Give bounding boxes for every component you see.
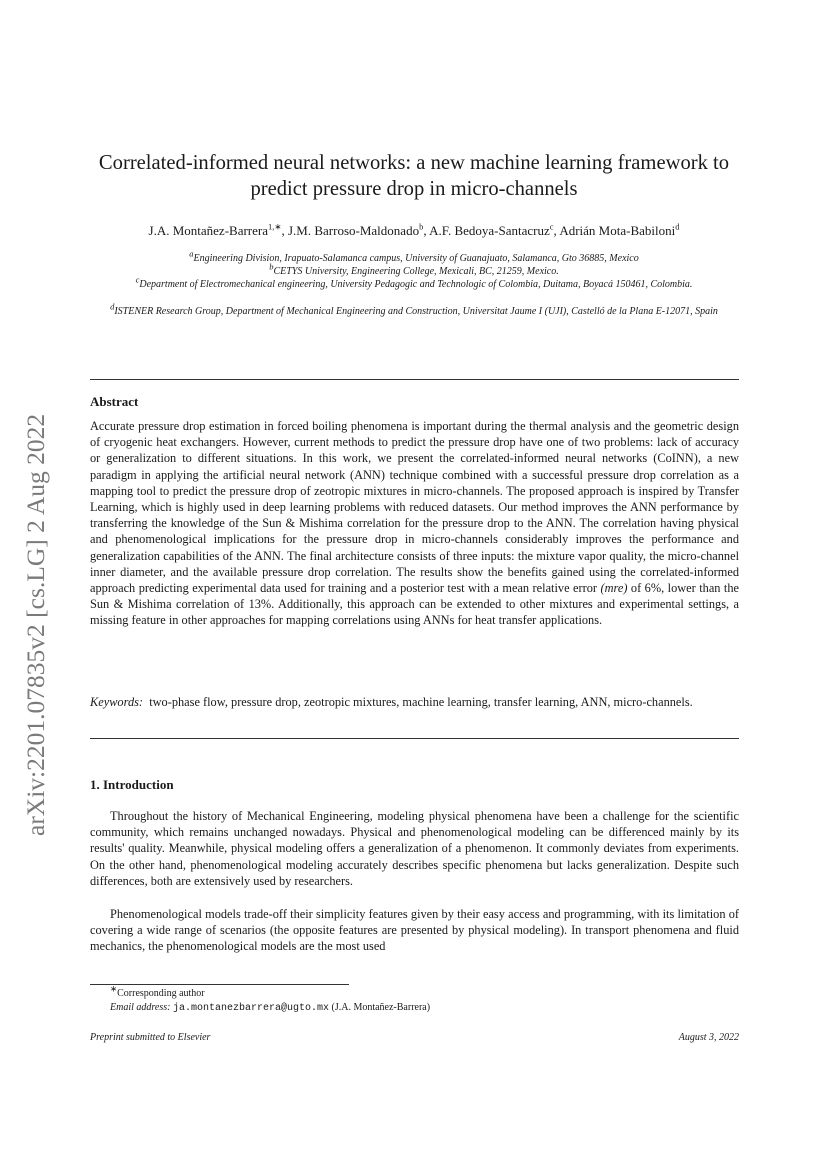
author-name: Adrián Mota-Babiloni xyxy=(559,223,676,238)
footer-date: August 3, 2022 xyxy=(678,1032,739,1043)
mre-symbol: (mre) xyxy=(600,581,628,596)
abstract-bottom-rule xyxy=(90,738,739,739)
affiliation-d: $^d$ISTENER Research Group, Department of Mechanical Engineering and Construction, Universitat Jaume I (UJI), Castelló de la Plana E-12071, Spain xyxy=(110,301,718,317)
author-name: J.M. Barroso-Maldonado xyxy=(288,223,420,238)
author-list: J.A. Montañez-Barrera$^{1,∗}$, J.M. Barroso-Maldonado$^b$, A.F. Bedoya-Santacruz$^c$, Adrián Mota-Babiloni$^d$ xyxy=(148,221,680,238)
author-sup: b xyxy=(419,221,424,232)
author-name: J.A. Montañez-Barrera xyxy=(148,223,268,238)
keywords-label: Keywords: xyxy=(90,695,144,709)
author-sup: c xyxy=(549,221,554,232)
abstract-heading: Abstract xyxy=(90,394,139,409)
email-link[interactable]: ja.montanezbarrera@ugto.mx xyxy=(172,1003,329,1014)
introduction-heading: 1. Introduction xyxy=(90,777,174,792)
keywords xyxy=(90,694,739,710)
title-line-1: Correlated-informed neural networks: a new machine learning framework to xyxy=(98,152,730,174)
abstract-text: Accurate pressure drop estimation in forced boiling phenomena is important during the thermal analysis and the geometric design of cryogenic heat exchangers. However, current methods to predict the pressure drop have one of two problems: lack of accuracy or generalization to different situations. In this work, we present the correlated-informed neural networks (CoINN), a new paradigm in applying the artificial neural network (ANN) technique combined with a successful pressure drop correlation as a mapping tool to predict the pressure drop of zeotropic mixtures in micro-channels. The proposed approach is inspired by Transfer Learning, which is highly used in deep learning problems with reduced datasets. Our method improves the ANN performance by transferring the knowledge of the Sun & Mishima correlation for the pressure drop to the ANN. The correlation having physical and phenomenological implications for the pressure drop in micro-channels considerably improves the performance and generalization capabilities of the ANN. The final architecture consists of three inputs: the mixture vapor quality, the micro-channel inner diameter, and the available pressure drop correlation. The results show the benefits gained using the correlated-informed approach predicting experimental data used for training and a posterior test with a mean relative error (mre) of 6%, lower than the Sun & Mishima correlation of 13%. Additionally, this approach can be extended to other mixtures and experimental settings, a missing feature in other approaches for mapping correlations using ANNs for heat transfer applications. xyxy=(90,419,740,628)
keywords-text: two-phase flow, pressure drop, zeotropic mixtures, machine learning, transfer learning, ANN, micro-channels. xyxy=(149,695,693,709)
footnote-rule xyxy=(90,984,349,985)
author-sup: 1,∗ xyxy=(268,221,282,232)
introduction-paragraph-2: Phenomenological models trade-off their simplicity features given by their easy access and programming, with its limitation of covering a wide range of scenarios (the opposite features are presented by physical modeling). In transport phenomena and fluid mechanics, the phenomenological models are the most used xyxy=(90,907,739,954)
title-line-2: predict pressure drop in micro-channels xyxy=(250,178,578,200)
affiliation-c: $^c$Department of Electromechanical engineering, University Pedagogic and Technologic of Colombia, Duitama, Boyacá 150461, Colombia. xyxy=(135,274,693,290)
author-name: A.F. Bedoya-Santacruz xyxy=(429,223,550,238)
email-note: Email address: ja.montanezbarrera@ugto.mx (J.A. Montañez-Barrera) xyxy=(110,1002,431,1014)
corresponding-author-note: ∗Corresponding author xyxy=(110,983,205,999)
preprint-note: Preprint submitted to Elsevier xyxy=(90,1032,211,1043)
introduction-paragraph-1: Throughout the history of Mechanical Engineering, modeling physical phenomena have been a challenge for the scientific community, which remains unchanged nowadays. Physical and phenomenological modeling can be differenced mainly by its results' quality. Meanwhile, physical modeling offers a generalization of a phenomenon. It commonly deviates from experiments. On the other hand, phenomenological modeling accurately describes specific phenomena but lacks generalization. Despite such differences, both are extensively used by researchers. xyxy=(90,809,739,888)
arxiv-identifier-stamp: arXiv:2201.07835v2 [cs.LG] 2 Aug 2022 xyxy=(21,413,50,836)
affiliation-a: $^a$Engineering Division, Irapuato-Salamanca campus, University of Guanajuato, Salamanca, Gto 36885, Mexico xyxy=(189,248,639,264)
paper-title xyxy=(60,150,768,202)
author-sup: d xyxy=(675,221,680,232)
abstract-top-rule xyxy=(90,379,739,380)
affiliation-b: $^b$CETYS University, Engineering College, Mexicali, BC, 21259, Mexico. xyxy=(269,261,559,277)
